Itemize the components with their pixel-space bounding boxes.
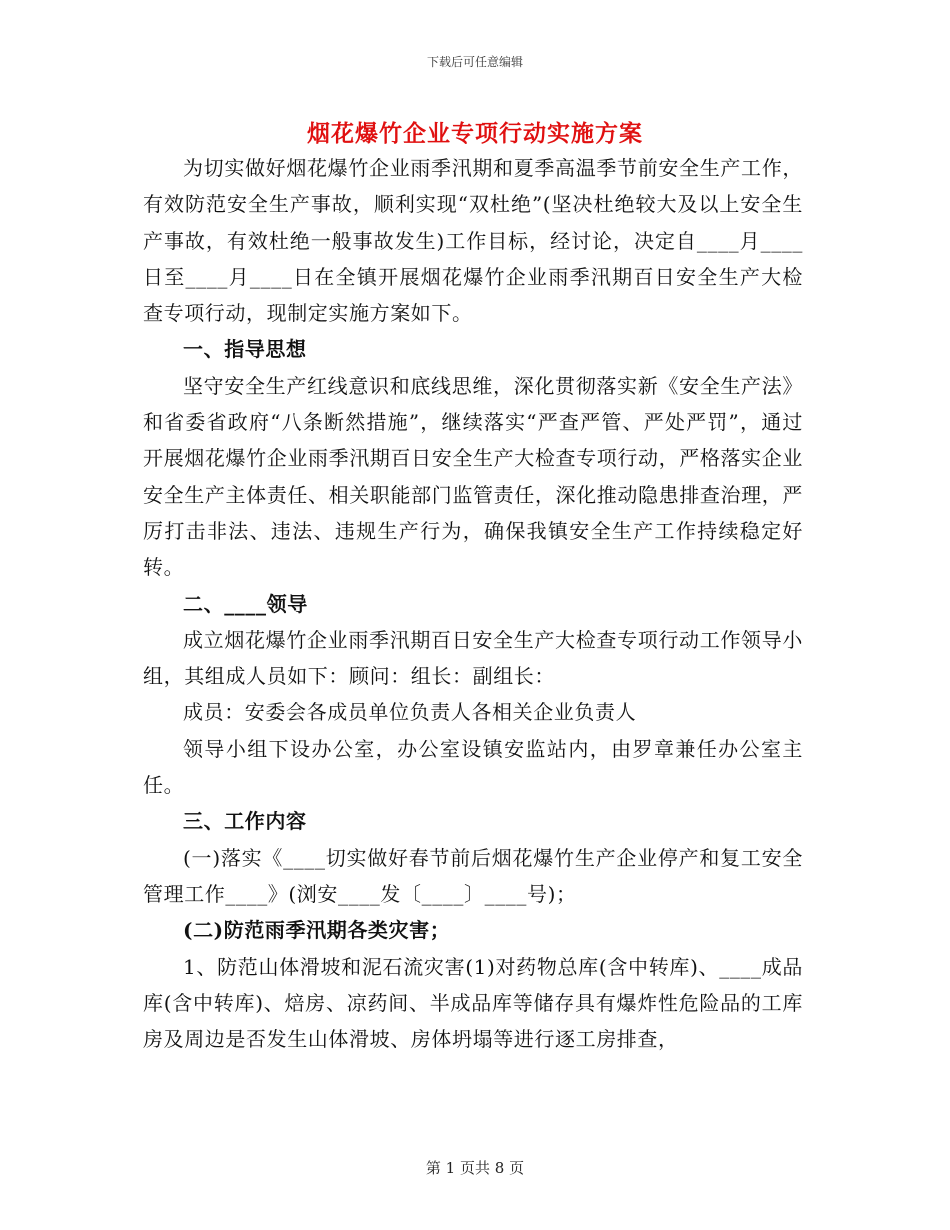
leadership-group-paragraph: 成立烟花爆竹企业雨季汛期百日安全生产大检查专项行动工作领导小组，其组成人员如下：顾问：组长：副组长： — [143, 627, 803, 689]
subsection-heading-flood-season: (二)防范雨季汛期各类灾害； — [183, 918, 451, 943]
document-title: 烟花爆竹企业专项行动实施方案 — [307, 120, 643, 147]
guiding-ideology-paragraph: 坚守安全生产红线意识和底线思维，深化贯彻落实新《安全生产法》和省委省政府“八条断然措施”，继续落实“严查严管、严处严罚”，通过开展烟花爆竹企业雨季汛期百日安全生产大检查专项行动，严格落实企业安全生产主体责任、相关职能部门监管责任，深化推动隐患排查治理，严厉打击非法、违法、违规生产行为，确保我镇安全生产工作持续稳定好转。 — [143, 373, 803, 580]
section-heading-work-content: 三、工作内容 — [183, 809, 307, 834]
section-heading-leadership: 二、____领导 — [183, 591, 308, 616]
office-paragraph: 领导小组下设办公室，办公室设镇安监站内，由罗章兼任办公室主任。 — [143, 736, 803, 798]
work-item-1-paragraph: (一)落实《____切实做好春节前后烟花爆竹生产企业停产和复工安全管理工作____》(浏安____发〔____〕____号)； — [143, 845, 803, 906]
members-paragraph: 成员：安委会各成员单位负责人各相关企业负责人 — [183, 700, 637, 725]
document-body — [143, 150, 803, 1057]
page-header: 下载后可任意编辑 — [426, 55, 523, 69]
page-footer: 第 1 页共 8 页 — [425, 1159, 525, 1177]
intro-paragraph: 为切实做好烟花爆竹企业雨季汛期和夏季高温季节前安全生产工作，有效防范安全生产事故，顺利实现“双杜绝”(坚决杜绝较大及以上安全生产事故，有效杜绝一般事故发生)工作目标，经讨论，决定自____月____日至____月____日在全镇开展烟花爆竹企业雨季汛期百日安全生产大检查专项行动，现制定实施方案如下。 — [143, 156, 803, 326]
section-heading-guiding-ideology: 一、指导思想 — [183, 337, 307, 362]
landslide-prevention-paragraph: 1、防范山体滑坡和泥石流灾害(1)对药物总库(含中转库)、____成品库(含中转库)、焙房、凉药间、半成品库等储存具有爆炸性危险品的工库房及周边是否发生山体滑坡、房体坍塌等进行逐工房排查， — [143, 954, 803, 1052]
